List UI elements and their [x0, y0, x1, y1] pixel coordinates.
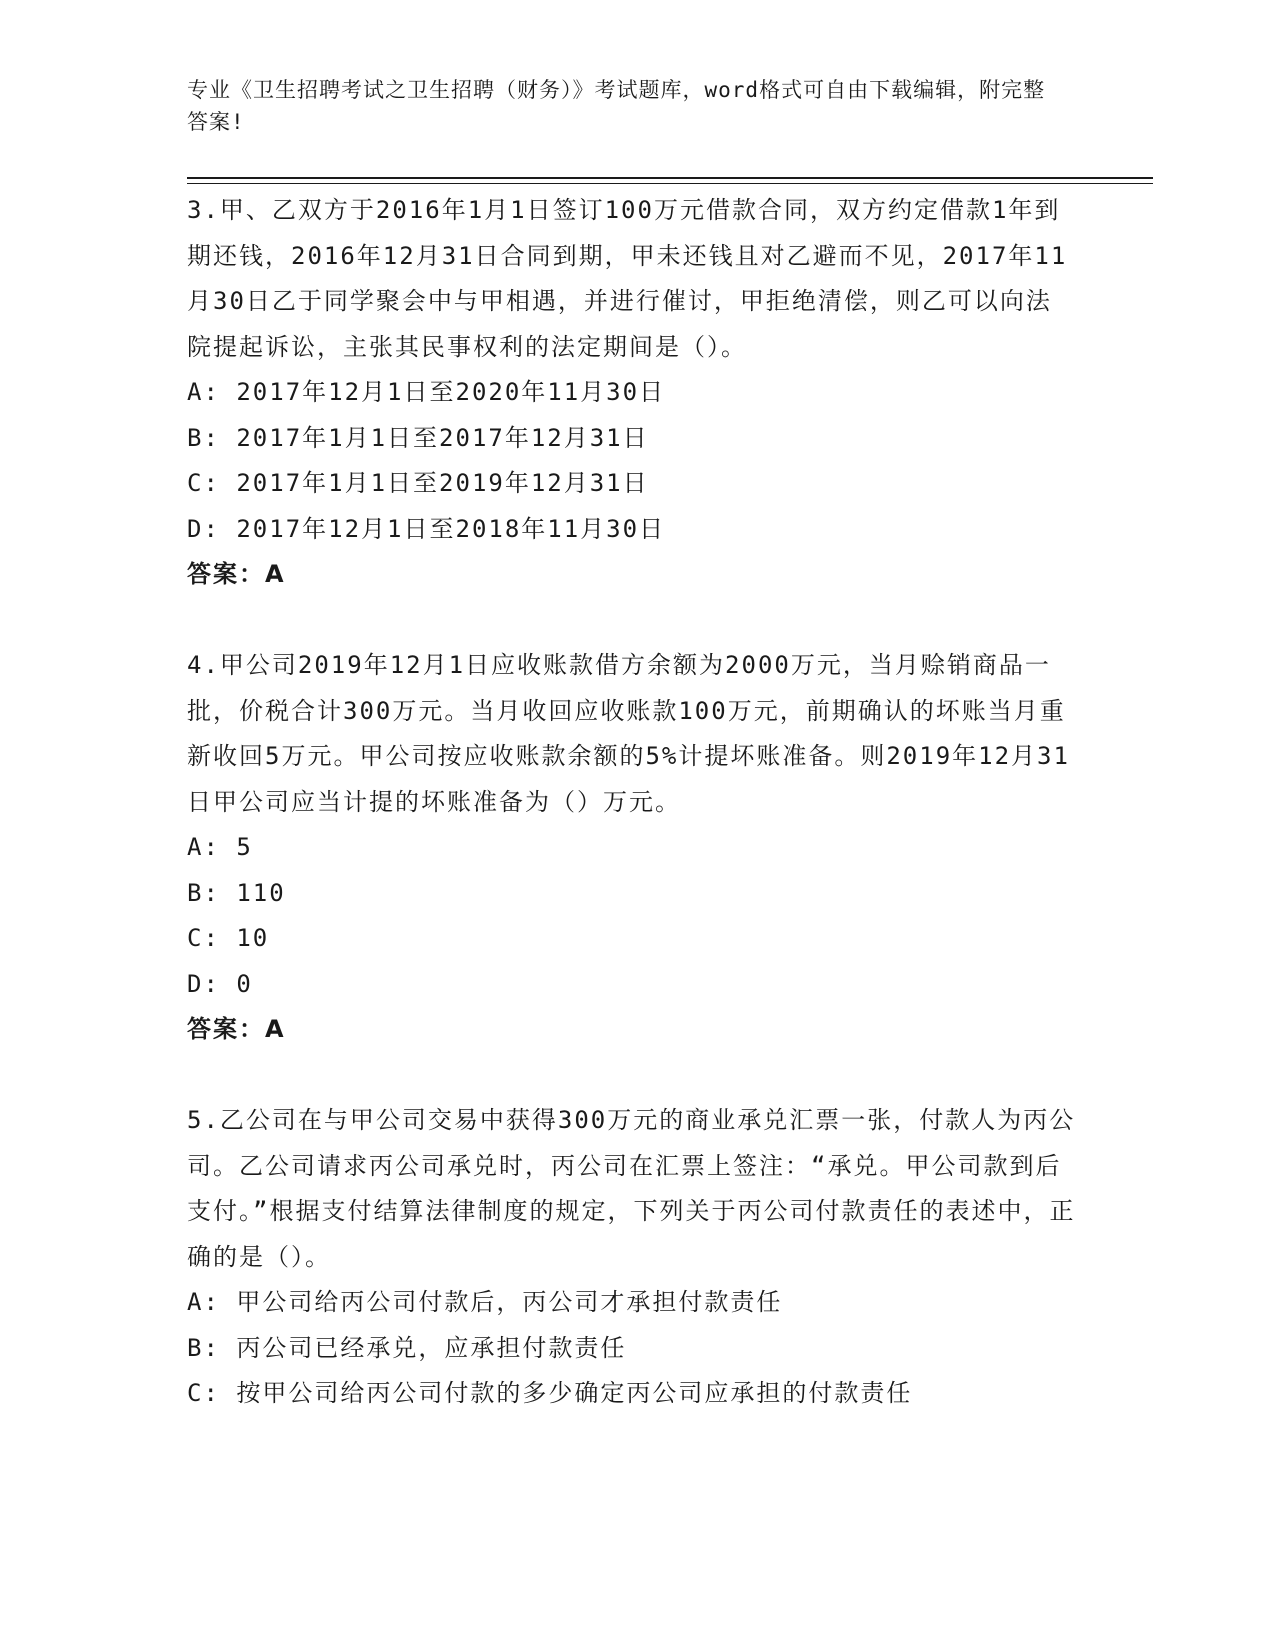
header-divider-thin — [187, 183, 1153, 184]
question-gap — [187, 1053, 1077, 1099]
option-c: C: 按甲公司给丙公司付款的多少确定丙公司应承担的付款责任 — [187, 1379, 913, 1407]
option-a: A: 2017年12月1日至2020年11月30日 — [187, 378, 666, 406]
question-list — [187, 188, 1077, 1417]
option-b: B: 2017年1月1日至2017年12月31日 — [187, 423, 649, 452]
option-c: C: 2017年1月1日至2019年12月31日 — [187, 469, 649, 497]
option-a: A: 5 — [187, 833, 253, 861]
option-b: B: 丙公司已经承兑，应承担付款责任 — [187, 1333, 627, 1362]
question-text: 4.甲公司2019年12月1日应收账款借方余额为2000万元，当月赊销商品一批，价税合计300万元。当月收回应收账款100万元，前期确认的坏账当月重新收回5万元。甲公司按应收账款余额的5%计提坏账准备。则2019年12月31日甲公司应当计提的坏账准备为（）万元。 — [187, 651, 1070, 816]
question-text: 5.乙公司在与甲公司交易中获得300万元的商业承兑汇票一张，付款人为丙公司。乙公司请求丙公司承兑时，丙公司在汇票上签注：“承兑。甲公司款到后支付。”根据支付结算法律制度的规定，下列关于丙公司付款责任的表述中，正确的是（）。 — [187, 1106, 1076, 1271]
answer-label: 答案：A — [187, 1015, 286, 1043]
question-text: 3.甲、乙双方于2016年1月1日签订100万元借款合同，双方约定借款1年到期还钱，2016年12月31日合同到期，甲未还钱且对乙避而不见，2017年11月30日乙于同学聚会中与甲相遇，并进行催讨，甲拒绝清偿，则乙可以向法院提起诉讼，主张其民事权利的法定期间是（）。 — [187, 196, 1068, 361]
option-a: A: 甲公司给丙公司付款后，丙公司才承担付款责任 — [187, 1288, 783, 1316]
question-5 — [187, 1098, 1077, 1417]
header-divider-thick — [187, 177, 1153, 179]
question-gap — [187, 598, 1077, 644]
option-b: B: 110 — [187, 878, 286, 907]
option-d: D: 2017年12月1日至2018年11月30日 — [187, 514, 666, 543]
header-text: 专业《卫生招聘考试之卫生招聘（财务）》考试题库，word格式可自由下载编辑，附完整答案! — [187, 78, 1046, 134]
answer-label: 答案：A — [187, 560, 286, 588]
question-3 — [187, 188, 1077, 598]
option-d: D: 0 — [187, 969, 253, 998]
document-header — [187, 74, 1067, 138]
option-c: C: 10 — [187, 924, 270, 952]
question-4 — [187, 643, 1077, 1053]
